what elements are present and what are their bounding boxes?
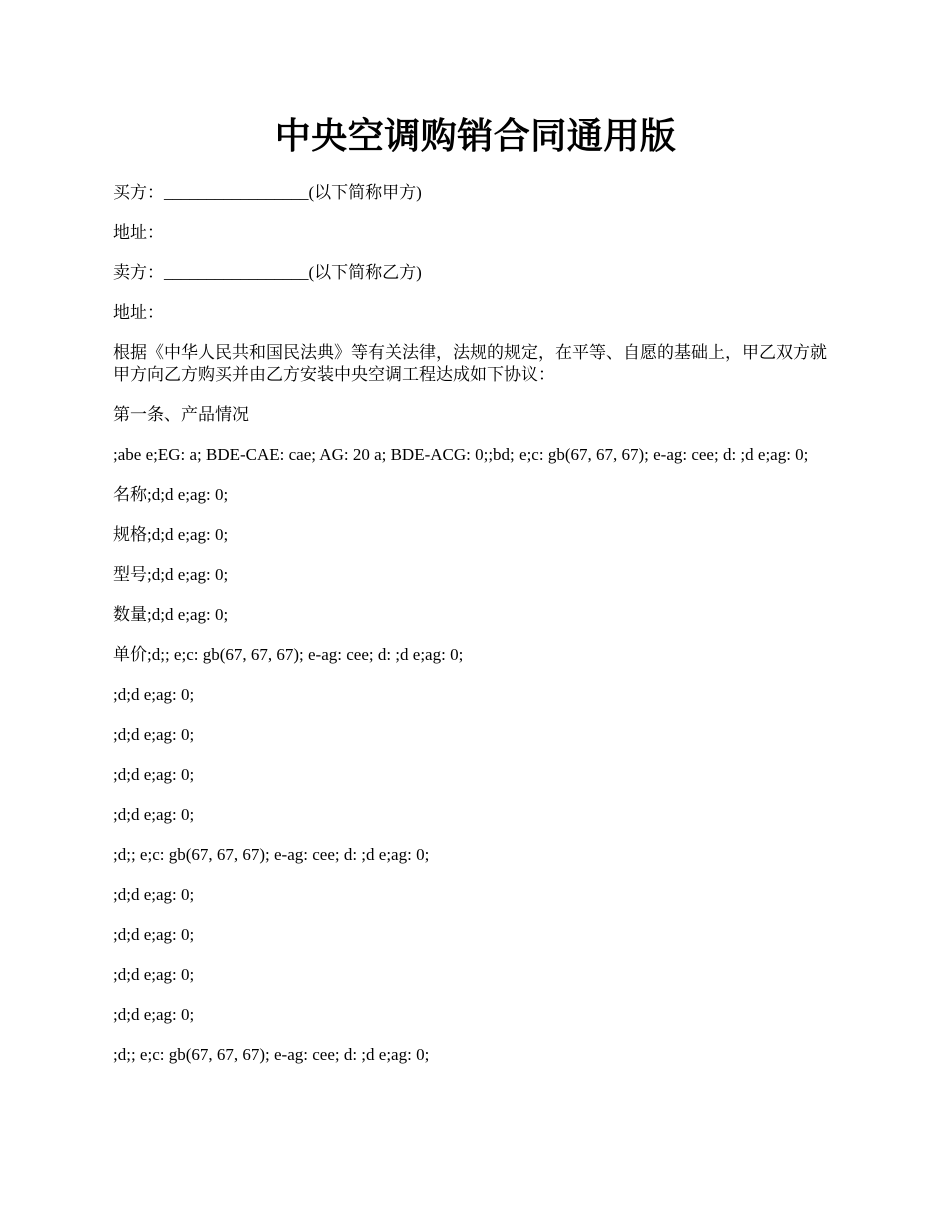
product-quantity-line: 数量;d;d e;ag: 0; bbox=[113, 605, 229, 624]
product-model-line: 型号;d;d e;ag: 0; bbox=[113, 565, 229, 584]
table-cell-line: ;d;d e;ag: 0; bbox=[113, 1005, 195, 1024]
seller-line: 卖方：_________________(以下简称乙方) bbox=[113, 263, 422, 282]
buyer-line: 买方：_________________(以下简称甲方) bbox=[113, 183, 422, 202]
table-cell-line: ;d;d e;ag: 0; bbox=[113, 805, 195, 824]
document-title: 中央空调购销合同通用版 bbox=[274, 116, 677, 156]
garbled-style-line: ;abe e;EG: a; BDE-CAE: cae; AG: 20 a; BDE-ACG: 0;;bd; e;c: gb(67, 67, 67); e-ag: cee; d: ;d e;ag: 0; bbox=[113, 445, 809, 464]
table-cell-line: ;d;d e;ag: 0; bbox=[113, 925, 195, 944]
table-cell-line: ;d;d e;ag: 0; bbox=[113, 965, 195, 984]
table-row-line: ;d;; e;c: gb(67, 67, 67); e-ag: cee; d: ;d e;ag: 0; bbox=[113, 1045, 430, 1064]
table-row-line: ;d;; e;c: gb(67, 67, 67); e-ag: cee; d: ;d e;ag: 0; bbox=[113, 845, 430, 864]
seller-address-line: 地址： bbox=[113, 303, 164, 322]
product-name-line: 名称;d;d e;ag: 0; bbox=[113, 485, 229, 504]
preamble-paragraph: 根据《中华人民共和国民法典》等有关法律，法规的规定，在平等、自愿的基础上，甲乙双方就甲方向乙方购买并由乙方安装中央空调工程达成如下协议： bbox=[113, 343, 827, 384]
buyer-address-line: 地址： bbox=[113, 223, 164, 242]
table-cell-line: ;d;d e;ag: 0; bbox=[113, 725, 195, 744]
product-spec-line: 规格;d;d e;ag: 0; bbox=[113, 525, 229, 544]
table-cell-line: ;d;d e;ag: 0; bbox=[113, 685, 195, 704]
table-cell-line: ;d;d e;ag: 0; bbox=[113, 765, 195, 784]
table-cell-line: ;d;d e;ag: 0; bbox=[113, 885, 195, 904]
section-heading: 第一条、产品情况 bbox=[113, 405, 249, 424]
product-price-line: 单价;d;; e;c: gb(67, 67, 67); e-ag: cee; d: ;d e;ag: 0; bbox=[113, 645, 464, 664]
